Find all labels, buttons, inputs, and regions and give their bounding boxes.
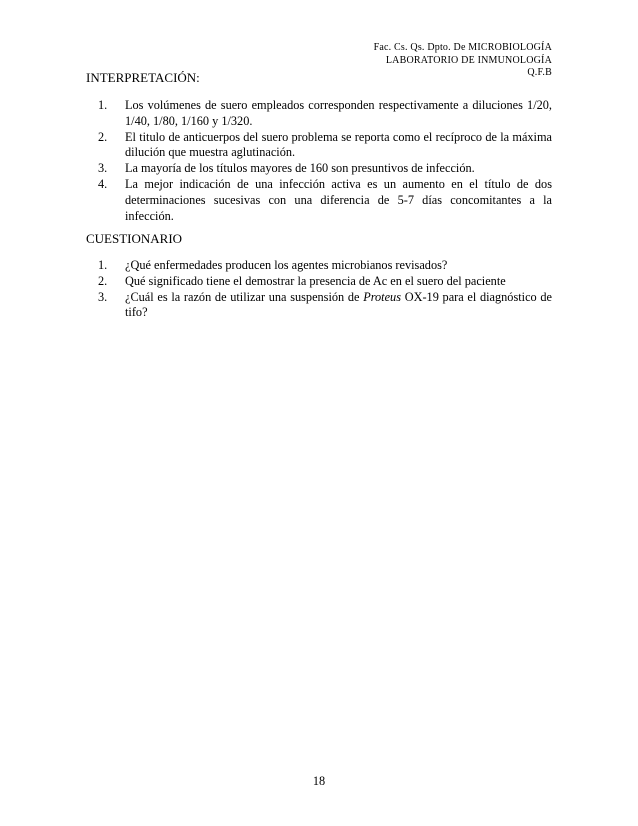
header-faculty: Fac. Cs. Qs. Dpto. De MICROBIOLOGÍA	[373, 42, 552, 53]
list-item-number: 2.	[98, 129, 108, 144]
list-item-text: La mayoría de los títulos mayores de 160 son presuntivos de infección.	[125, 161, 475, 176]
header-program: Q.F.B	[527, 67, 552, 78]
interpretacion-title: INTERPRETACIÓN:	[86, 70, 200, 85]
list-item	[86, 274, 552, 290]
page-header	[374, 42, 552, 80]
list-item	[86, 177, 552, 224]
list-item-text	[125, 290, 552, 320]
cuestionario-title: CUESTIONARIO	[86, 231, 183, 246]
list-item	[86, 130, 552, 162]
question-text-start: ¿Cuál es la razón de utilizar una suspensión de	[125, 289, 364, 304]
list-item	[86, 161, 552, 177]
interpretacion-list	[86, 98, 552, 224]
list-item-text: La mejor indicación de una infección activa es un aumento en el título de dos determinaciones sucesivas con una diferencia de 5-7 días concomitantes a la infección.	[125, 176, 552, 223]
list-item-text: ¿Qué enfermedades producen los agentes microbianos revisados?	[125, 258, 448, 272]
list-item-number: 1.	[98, 98, 108, 112]
cuestionario-list	[86, 258, 552, 321]
list-item-number: 3.	[98, 161, 108, 176]
list-item-text: Los volúmenes de suero empleados corresponden respectivamente a diluciones 1/20, 1/40, 1/80, 1/160 y 1/320.	[125, 98, 552, 128]
question-text-end: OX-19 para el diagnóstico de tifo?	[125, 289, 552, 320]
list-item-text: El titulo de anticuerpos del suero problema se reporta como el recíproco de la máxima dilución que muestra aglutinación.	[125, 129, 552, 160]
list-item-number: 1.	[98, 258, 108, 272]
list-item-number: 4.	[98, 176, 108, 191]
header-laboratory: LABORATORIO DE INMUNOLOGÍA	[385, 54, 552, 66]
proteus-italic: Proteus	[363, 289, 401, 304]
list-item	[86, 258, 552, 274]
list-item	[86, 98, 552, 130]
list-item-number: 2.	[98, 273, 108, 288]
list-item	[86, 290, 552, 322]
list-item-number: 3.	[98, 289, 108, 304]
list-item-text: Qué significado tiene el demostrar la presencia de Ac en el suero del paciente	[125, 273, 506, 288]
page-number: 18	[312, 774, 326, 788]
